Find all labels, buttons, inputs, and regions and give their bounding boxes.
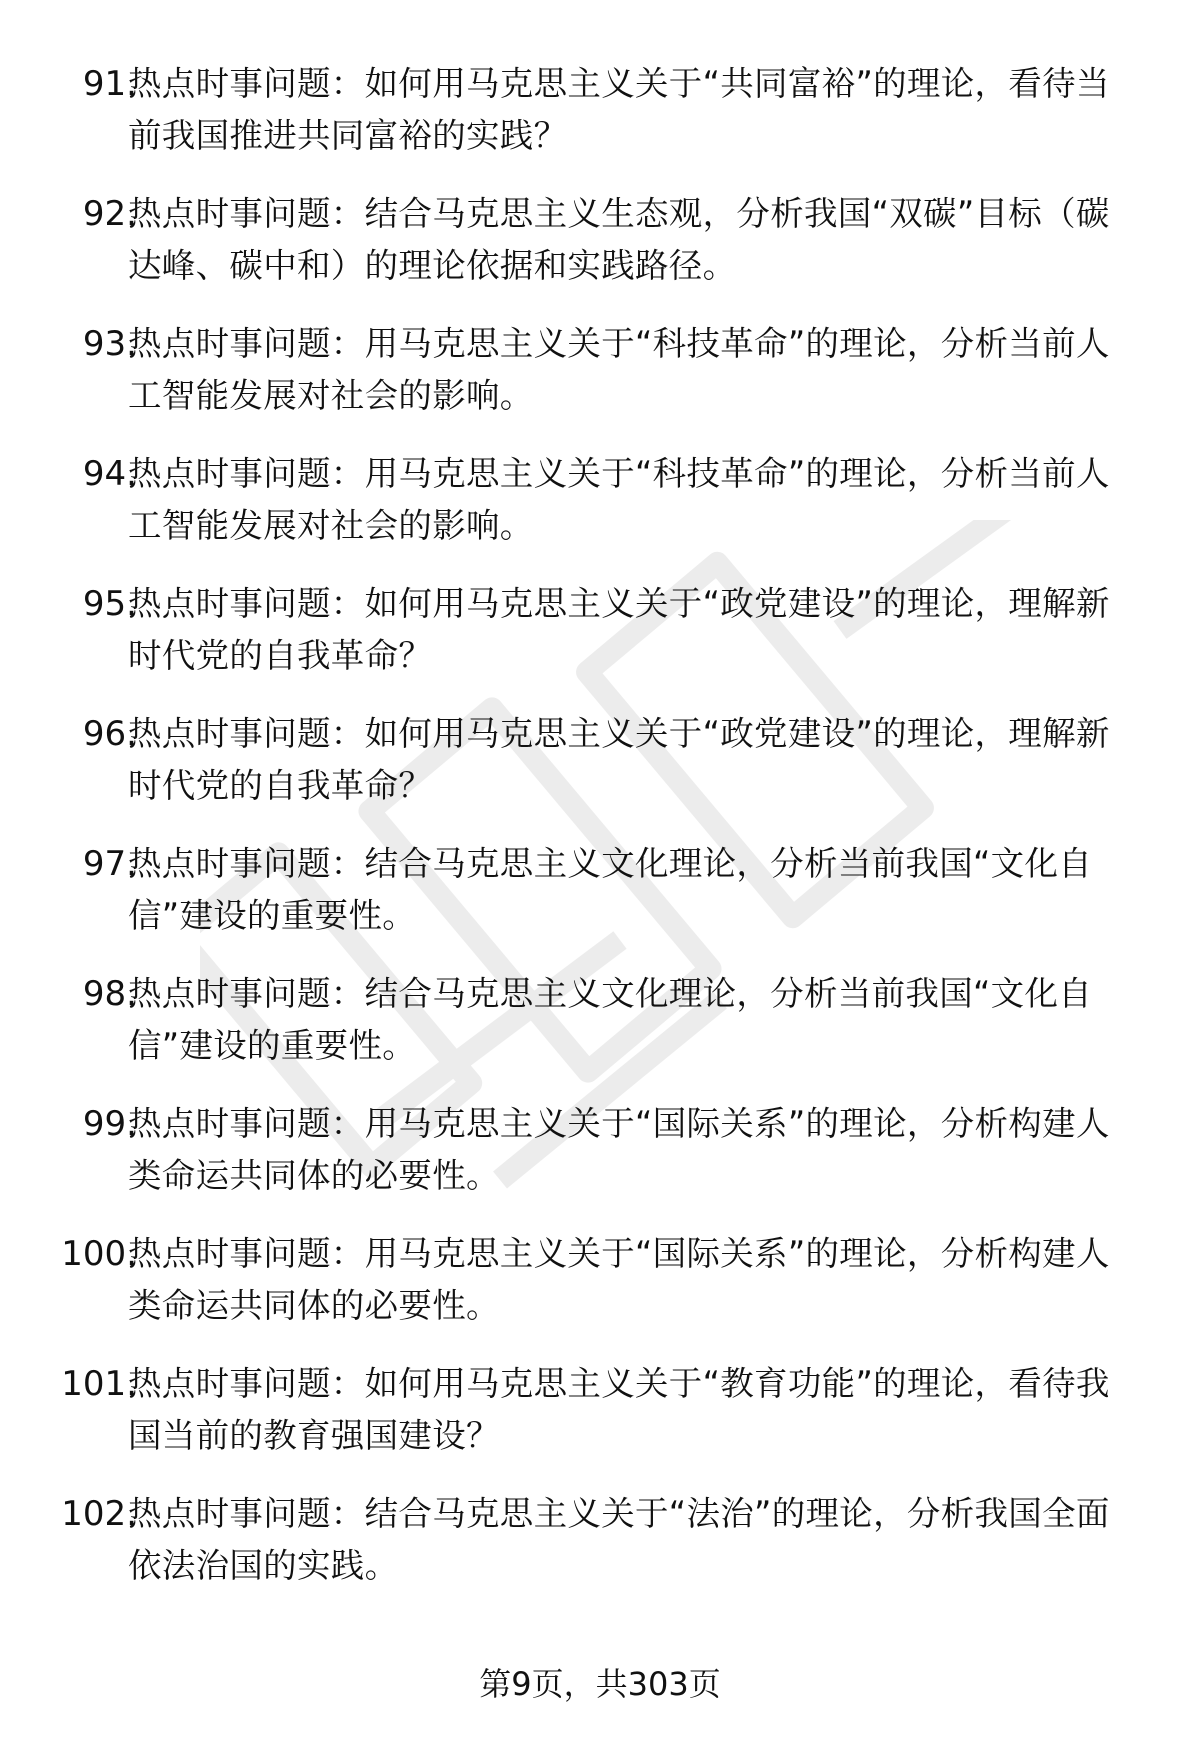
question-text: 热点时事问题：用马克思主义关于“国际关系”的理论，分析构建人类命运共同体的必要性。: [128, 1104, 1110, 1195]
question-number: 97.: [82, 844, 137, 884]
question-text: 热点时事问题：结合马克思主义文化理论，分析当前我国“文化自信”建设的重要性。: [128, 974, 1093, 1065]
question-number: 94.: [82, 454, 137, 494]
question-item-91: [0, 58, 1200, 188]
question-list: [0, 58, 1200, 1618]
question-item-96: [0, 708, 1200, 838]
question-number: 100.: [61, 1234, 137, 1274]
question-item-95: [0, 578, 1200, 708]
question-text: 热点时事问题：用马克思主义关于“科技革命”的理论，分析当前人工智能发展对社会的影响。: [128, 454, 1110, 545]
question-number: 95.: [82, 584, 137, 624]
question-text: 热点时事问题：如何用马克思主义关于“政党建设”的理论，理解新时代党的自我革命？: [128, 714, 1110, 805]
question-number: 93.: [82, 324, 137, 364]
page-number-label: 第9页，共303页: [479, 1665, 721, 1703]
question-number: 98.: [82, 974, 137, 1014]
question-item-97: [0, 838, 1200, 968]
question-item-100: [0, 1228, 1200, 1358]
page-footer: [0, 1662, 1200, 1706]
question-number: 101.: [61, 1364, 137, 1404]
question-text: 热点时事问题：如何用马克思主义关于“教育功能”的理论，看待我国当前的教育强国建设？: [128, 1364, 1110, 1455]
question-item-94: [0, 448, 1200, 578]
question-text: 热点时事问题：结合马克思主义文化理论，分析当前我国“文化自信”建设的重要性。: [128, 844, 1093, 935]
question-text: 热点时事问题：用马克思主义关于“科技革命”的理论，分析当前人工智能发展对社会的影响。: [128, 324, 1110, 415]
question-number: 96.: [82, 714, 137, 754]
question-text: 热点时事问题：结合马克思主义关于“法治”的理论，分析我国全面依法治国的实践。: [128, 1494, 1110, 1585]
question-number: 99.: [82, 1104, 137, 1144]
question-text: 热点时事问题：用马克思主义关于“国际关系”的理论，分析构建人类命运共同体的必要性。: [128, 1234, 1110, 1325]
question-item-92: [0, 188, 1200, 318]
question-number: 92.: [82, 194, 137, 234]
question-item-102: [0, 1488, 1200, 1618]
question-item-93: [0, 318, 1200, 448]
question-text: 热点时事问题：如何用马克思主义关于“共同富裕”的理论，看待当前我国推进共同富裕的实践？: [128, 64, 1110, 155]
question-text: 热点时事问题：结合马克思主义生态观，分析我国“双碳”目标（碳达峰、碳中和）的理论依据和实践路径。: [128, 194, 1110, 285]
question-item-99: [0, 1098, 1200, 1228]
question-item-101: [0, 1358, 1200, 1488]
question-number: 102.: [61, 1494, 137, 1534]
question-item-98: [0, 968, 1200, 1098]
question-text: 热点时事问题：如何用马克思主义关于“政党建设”的理论，理解新时代党的自我革命？: [128, 584, 1110, 675]
question-number: 91.: [82, 64, 137, 104]
